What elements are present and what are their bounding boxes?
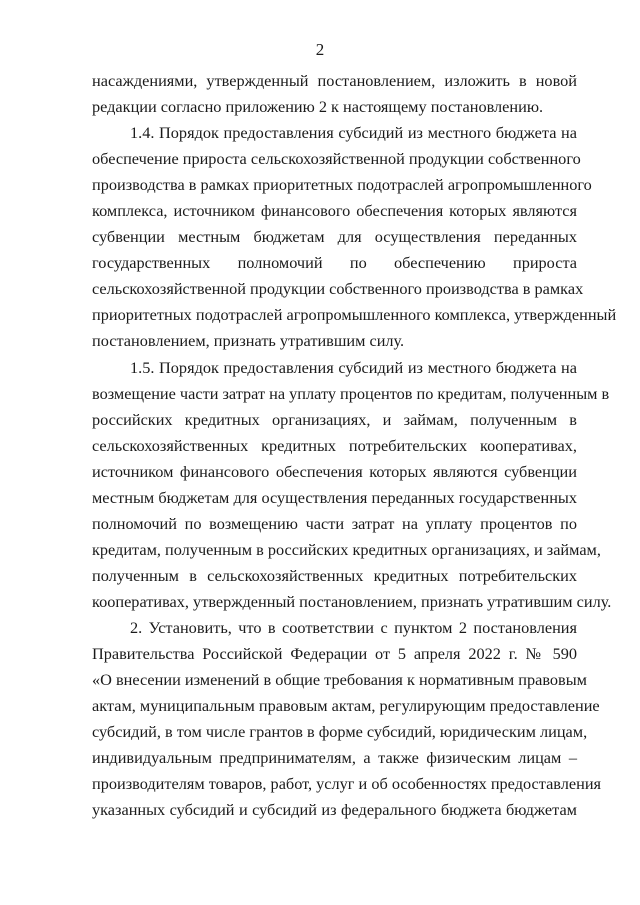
document-body xyxy=(92,68,617,823)
text-line: полномочий по возмещению части затрат на уплату процентов по xyxy=(92,513,577,533)
text-line: «О внесении изменений в общие требования к нормативным правовым xyxy=(92,670,587,690)
text-line: сельскохозяйственной продукции собственного производства в рамках xyxy=(92,279,584,299)
text-line: кредитам, полученным в российских кредитных организациях, и займам, xyxy=(92,539,601,559)
text-line: российских кредитных организациях, и займам, полученным в xyxy=(92,409,577,429)
text-line: индивидуальным предпринимателям, а также физическим лицам – xyxy=(92,748,577,768)
text-line: полученным в сельскохозяйственных кредитных потребительских xyxy=(92,565,577,585)
text-line: приоритетных подотраслей агропромышленного комплекса, утвержденный xyxy=(92,305,617,325)
text-line: насаждениями, утвержденный постановлением, изложить в новой xyxy=(92,71,577,90)
text-line: 2. Установить, что в соответствии с пунктом 2 постановления xyxy=(130,617,577,637)
text-line: субсидий, в том числе грантов в форме субсидий, юридическим лицам, xyxy=(92,722,588,742)
text-line: производителям товаров, работ, услуг и об особенностях предоставления xyxy=(92,774,602,794)
text-line: кооперативах, утвержденный постановлением, признать утратившим силу. xyxy=(92,591,612,611)
text-line: актам, муниципальным правовым актам, регулирующим предоставление xyxy=(92,696,600,716)
text-line: субвенции местным бюджетам для осуществления переданных xyxy=(92,227,577,247)
text-line: указанных субсидий и субсидий из федерального бюджета бюджетам xyxy=(92,800,577,820)
text-line: обеспечение прироста сельскохозяйственной продукции собственного xyxy=(92,149,581,169)
text-line: местным бюджетам для осуществления переданных государственных xyxy=(92,487,577,507)
text-line: Правительства Российской Федерации от 5 апреля 2022 г. № 590 xyxy=(92,644,577,664)
text-line: постановлением, признать утратившим силу. xyxy=(92,331,405,351)
text-line: производства в рамках приоритетных подотраслей агропромышленного xyxy=(92,175,592,195)
text-line: 1.5. Порядок предоставления субсидий из местного бюджета на xyxy=(130,357,577,377)
text-line: государственных полномочий по обеспечению прироста xyxy=(92,253,577,273)
text-line: сельскохозяйственных кредитных потребительских кооперативах, xyxy=(92,435,577,455)
text-line: 1.4. Порядок предоставления субсидий из местного бюджета на xyxy=(130,123,577,143)
page-number: 2 xyxy=(315,40,325,59)
text-line: редакции согласно приложению 2 к настоящему постановлению. xyxy=(92,97,544,117)
text-line: комплекса, источником финансового обеспечения которых являются xyxy=(92,201,577,221)
text-line: возмещение части затрат на уплату процентов по кредитам, полученным в xyxy=(92,383,610,403)
text-line: источником финансового обеспечения которых являются субвенции xyxy=(92,461,577,481)
